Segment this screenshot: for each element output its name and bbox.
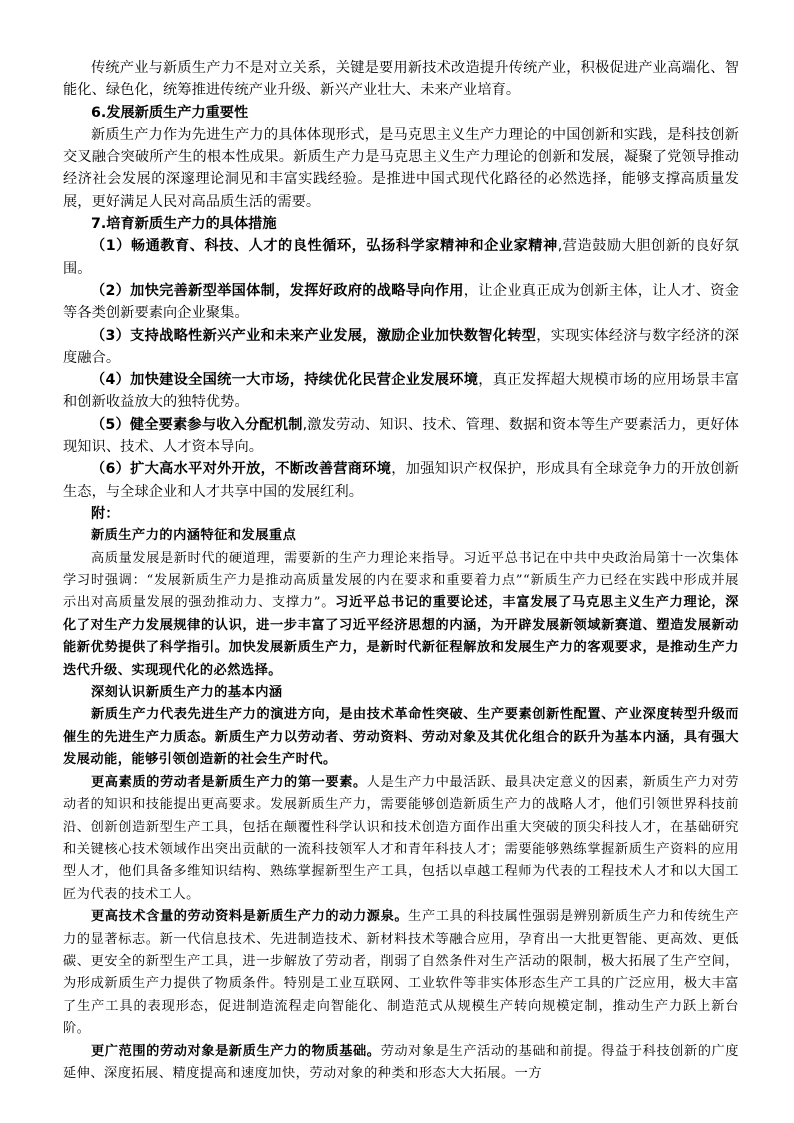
paragraph-importance: 新质生产力作为先进生产力的具体体现形式，是马克思主义生产力理论的中国创新和实践，是科技创新交叉融合突破所产生的根本性成果。新质生产力是马克思主义生产力理论的创新和发展，凝聚了党领导推动经济社会发展的深邃理论洞见和丰富实践经验。是推进中国式现代化路径的必然选择，能够支撑高质量发展，更好满足人民对高品质生活的需要。 (63, 126, 739, 210)
measure-2-text: ，让企业真正成为创新主体，让人才、资金等各类创新要素向企业聚集。 (63, 282, 739, 322)
measure-5 (63, 414, 739, 459)
appendix-subheading: 深刻认识新质生产力的基本内涵 (91, 685, 283, 701)
appendix-paragraph-3-text: 人是生产力中最活跃、最具决定意义的因素，新质生产力对劳动者的知识和技能提出更高要求。发展新质生产力，需要能够创造新质生产力的战略人才，他们引领世界科技前沿、创新创造新型生产工具，包括在颠覆性科学认识和技术创造方面作出重大突破的顶尖科技人才，在基础研究和关键核心技术领域作出突出贡献的一流科技领军人才和青年科技人才；需要能够熟练掌握新质生产资料的应用型人才，他们具备多维知识结构、熟练掌握新型生产工具，包括以卓越工程师为代表的工程技术人才和以大国工匠为代表的技术工人。 (63, 774, 740, 902)
appendix-paragraph-5-bold: 更广范围的劳动对象是新质生产力的物质基础。 (91, 1043, 381, 1059)
measure-6 (63, 458, 739, 503)
appendix-paragraph-1-text: 高质量发展是新时代的硬道理，需要新的生产力理论来指导。习近平总书记在中共中央政治局第十一次集体学习时强调：“发展新质生产力是推动高质量发展的内在要求和重要着力点”“新质生产力已经在实践中形成并展示出对高质量发展的强劲推动力、支撑力”。 (63, 550, 739, 611)
appendix-label: 附： (91, 505, 120, 522)
measure-1-bold: （1）畅通教育、科技、人才的良性循环，弘扬科学家精神和企业家精神 (91, 238, 558, 255)
measure-1 (63, 235, 739, 280)
appendix-paragraph-1-bold: 习近平总书记的重要论述，丰富发展了马克思主义生产力理论，深化了对生产力发展规律的认识，进一步丰富了习近平经济思想的内涵，为开辟发展新领域新赛道、塑造发展新动能新优势提供了科学指引。加快发展新质生产力，是新时代新征程解放和发展生产力的客观要求，是推动生产力迭代升级、实现现代化的必然选择。 (63, 595, 739, 678)
appendix-paragraph-2 (63, 704, 739, 771)
measure-6-text: ，加强知识产权保护，形成具有全球竞争力的开放创新生态，与全球企业和人才共享中国的发展红利。 (63, 461, 739, 500)
measure-4-text: ，真正发挥超大规模市场的应用场景丰富和创新收益放大的独特优势。 (63, 372, 739, 411)
appendix-paragraph-4-text: 生产工具的科技属性强弱是辨别新质生产力和传统生产力的显著标志。新一代信息技术、先进制造技术、新材料技术等融合应用，孕育出一大批更智能、更高效、更低碳、更安全的新型生产工具，进一步解放了劳动者，削弱了自然条件对生产活动的限制，极大拓展了生产空间，为形成新质生产力提供了物质条件。特别是工业互联网、工业软件等非实体形态生产工具的广泛应用，极大丰富了生产工具的表现形态，促进制造流程走向智能化、制造范式从规模生产转向规模定制，推动生产力跃上新台阶。 (63, 909, 739, 1037)
measure-4-bold: （4）加快建设全国统一大市场，持续优化民营企业发展环境 (91, 372, 479, 389)
paragraph-traditional-industry: 传统产业与新质生产力不是对立关系，关键是要用新技术改造提升传统产业，积极促进产业高端化、智能化、绿色化，统筹推进传统产业升级、新兴产业壮大、未来产业培育。 (63, 60, 739, 99)
appendix-paragraph-2-bold: 新质生产力代表先进生产力的演进方向，是由技术革命性突破、生产要素创新性配置、产业深度转型升级而催生的先进生产力质态。新质生产力以劳动者、劳动资料、劳动对象及其优化组合的跃升为基本内涵，具有强大发展动能，能够引领创造新的社会生产时代。 (63, 707, 739, 768)
measure-3 (63, 325, 739, 370)
measure-3-bold: （3）支持战略性新兴产业和未来产业发展，激励企业加快数智化转型 (91, 327, 537, 344)
appendix-paragraph-5-text: 劳动对象是生产活动的基础和前提。得益于科技创新的广度延伸、深度拓展、精度提高和速度加快，劳动对象的种类和形态大大拓展。一方 (63, 1043, 739, 1081)
measure-3-text: ，实现实体经济与数字经济的深度融合。 (63, 327, 739, 366)
measure-4 (63, 369, 739, 414)
appendix-paragraph-1 (63, 548, 739, 682)
appendix-paragraph-3 (63, 772, 739, 906)
measure-6-bold: （6）扩大高水平对外开放，不断改善营商环境 (91, 461, 392, 478)
measure-5-text: ,激发劳动、知识、技术、管理、数据和资本等生产要素活力，更好体现知识、技术、人才资本导向。 (63, 416, 739, 456)
heading-importance: 6.发展新质生产力重要性 (91, 104, 249, 121)
appendix-paragraph-5 (63, 1041, 739, 1086)
measure-1-text: ,营造鼓励大胆创新的良好氛围。 (63, 238, 740, 277)
appendix-paragraph-4-bold: 更高技术含量的劳动资料是新质生产力的动力源泉。 (91, 909, 409, 925)
appendix-title: 新质生产力的内涵特征和发展重点 (91, 528, 297, 544)
appendix-paragraph-3-bold: 更高素质的劳动者是新质生产力的第一要素。 (91, 774, 367, 790)
measure-2 (63, 280, 739, 325)
measure-2-bold: （2）加快完善新型举国体制，发挥好政府的战略导向作用 (91, 282, 464, 299)
appendix-paragraph-4 (63, 906, 739, 1040)
measure-5-bold: （5）健全要素参与收入分配机制 (91, 416, 303, 433)
document-body (63, 57, 739, 1085)
heading-measures: 7.培育新质生产力的具体措施 (91, 216, 277, 233)
